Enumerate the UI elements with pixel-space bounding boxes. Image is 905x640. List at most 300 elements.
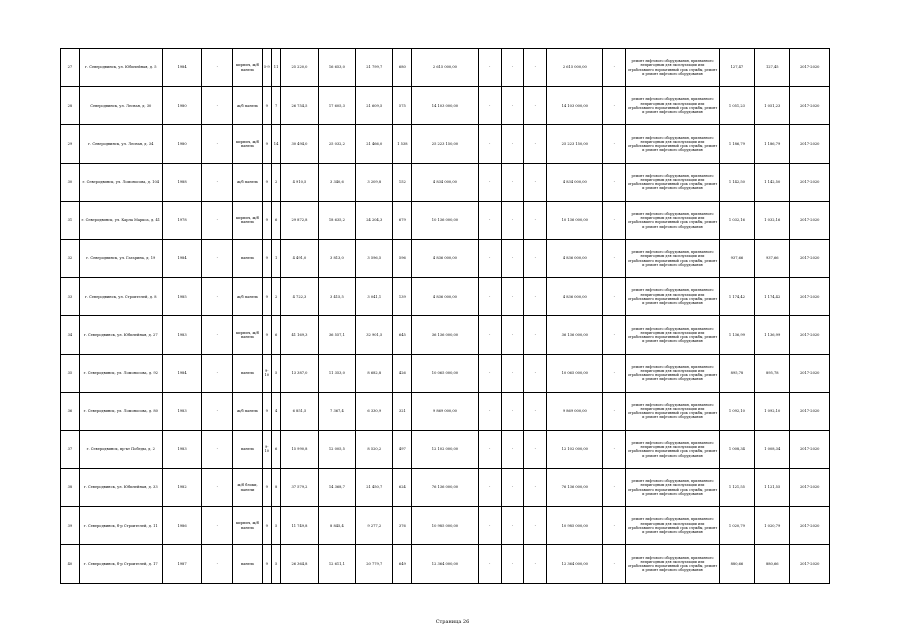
period-cell: 2017-2020 — [790, 545, 830, 583]
period-cell: 2017-2020 — [790, 278, 830, 316]
unit-cost-limit-cell: 880,66 — [755, 545, 790, 583]
table-row — [61, 545, 830, 583]
area-total-cell: 25 220,0 — [281, 49, 318, 87]
address-cell: г. Северодвинск, пр-кт Победы, д. 2 — [79, 430, 162, 468]
residents-cell: 152 — [393, 163, 412, 201]
area-residential-cell: 16 653,0 — [318, 49, 355, 87]
year-cell: 1986 — [162, 507, 201, 545]
work-description-cell: ремонт лифтового оборудования, признанного непригодным для эксплуатации или отработавшего нормативный срок службы, ремонт и ремонт лифтового оборудования — [626, 201, 720, 239]
dash-cell: - — [603, 545, 626, 583]
entrances-cell: 2 — [271, 163, 280, 201]
year-cell: 1978 — [162, 201, 201, 239]
dash-cell: - — [478, 278, 501, 316]
floors-cell: 9 — [262, 125, 271, 163]
material-cell: кирпич, ж/б панель — [233, 316, 262, 354]
entrances-cell: 1 — [271, 239, 280, 277]
period-cell: 2017-2020 — [790, 87, 830, 125]
dash-cell: - — [524, 354, 547, 392]
work-description-cell: ремонт лифтового оборудования, признанного непригодным для эксплуатации или отработавшего нормативный срок службы, ремонт и ремонт лифтового оборудования — [626, 469, 720, 507]
dash-cell: - — [202, 469, 233, 507]
table-row — [61, 163, 830, 201]
table-row — [61, 354, 830, 392]
area-living-cell: 6 330,9 — [356, 392, 393, 430]
material-cell: ж/б панель — [233, 278, 262, 316]
period-cell: 2017-2020 — [790, 316, 830, 354]
period-cell: 2017-2020 — [790, 430, 830, 468]
dash-cell: - — [603, 125, 626, 163]
floors-cell: 9 — [262, 201, 271, 239]
unit-cost-cell: 1 092,10 — [719, 392, 754, 430]
residents-cell: 596 — [393, 239, 412, 277]
area-residential-cell: 11 353,0 — [318, 354, 355, 392]
work-description-cell: ремонт лифтового оборудования, признанного непригодным для эксплуатации или отработавшего нормативный срок службы, ремонт и ремонт лифтового оборудования — [626, 278, 720, 316]
material-cell: панель — [233, 430, 262, 468]
area-living-cell: 8 682,8 — [356, 354, 393, 392]
table-row — [61, 125, 830, 163]
dash-cell: - — [501, 392, 524, 430]
floors-cell: 9-10 — [262, 354, 271, 392]
dash-cell: - — [202, 507, 233, 545]
entrances-cell: 2 — [271, 278, 280, 316]
entrances-cell: 7 — [271, 87, 280, 125]
dash-cell: - — [501, 239, 524, 277]
cost-total-cell: 12 364 000,00 — [412, 545, 479, 583]
cost-total-cell: 36 136 000,00 — [412, 316, 479, 354]
unit-cost-limit-cell: 895,78 — [755, 354, 790, 392]
dash-cell: - — [603, 49, 626, 87]
dash-cell: - — [501, 49, 524, 87]
floors-cell: 9 — [262, 163, 271, 201]
page-number: Страница 26 — [435, 619, 470, 625]
unit-cost-limit-cell: 937,66 — [755, 239, 790, 277]
cost-total-cell: 25 223 150,00 — [412, 125, 479, 163]
unit-cost-limit-cell: 1 092,10 — [755, 392, 790, 430]
dash-cell: - — [524, 430, 547, 468]
area-living-cell: 8 520,2 — [356, 430, 393, 468]
unit-cost-cell: 127,47 — [719, 49, 754, 87]
table-row — [61, 507, 830, 545]
unit-cost-limit-cell: 127,45 — [755, 49, 790, 87]
dash-cell: - — [524, 316, 547, 354]
area-residential-cell: 7 367,4 — [318, 392, 355, 430]
residents-cell: 497 — [393, 430, 412, 468]
cost-total-cell: 2 615 000,00 — [412, 49, 479, 87]
material-cell: панель — [233, 354, 262, 392]
unit-cost-cell: 1 051,23 — [719, 87, 754, 125]
area-residential-cell: 18 635,2 — [318, 201, 355, 239]
period-cell: 2017-2020 — [790, 507, 830, 545]
row-number: 38 — [61, 469, 80, 507]
cost-total-cell: 4 834 000,00 — [412, 163, 479, 201]
dash-cell: - — [202, 239, 233, 277]
unit-cost-cell: 880,66 — [719, 545, 754, 583]
residents-cell: 426 — [393, 354, 412, 392]
row-number: 36 — [61, 392, 80, 430]
dash-cell: - — [603, 469, 626, 507]
work-description-cell: ремонт лифтового оборудования, признанного непригодным для эксплуатации или отработавшего нормативный срок службы, ремонт и ремонт лифтового оборудования — [626, 49, 720, 87]
cost-total-cell: 4 836 000,00 — [412, 239, 479, 277]
area-residential-cell: 14 368,7 — [318, 469, 355, 507]
cost-total-cell: 10 136 000,00 — [412, 201, 479, 239]
address-cell: г. Северодвинск, ул. Ломоносова, д. 92 — [79, 354, 162, 392]
dash-cell: - — [603, 239, 626, 277]
unit-cost-limit-cell: 1 174,42 — [755, 278, 790, 316]
year-cell: 1987 — [162, 545, 201, 583]
period-cell: 2017-2020 — [790, 354, 830, 392]
dash-cell: - — [478, 545, 501, 583]
unit-cost-limit-cell: 1 008,34 — [755, 430, 790, 468]
unit-cost-limit-cell: 1 136,99 — [755, 316, 790, 354]
area-total-cell: 6 851,5 — [281, 392, 318, 430]
unit-cost-cell: 1 186,79 — [719, 125, 754, 163]
area-total-cell: 37 579,2 — [281, 469, 318, 507]
area-total-cell: 29 872,8 — [281, 201, 318, 239]
area-residential-cell: 3 415,5 — [318, 278, 355, 316]
work-description-cell: ремонт лифтового оборудования, признанного непригодным для эксплуатации или отработавшего нормативный срок службы, ремонт и ремонт лифтового оборудования — [626, 125, 720, 163]
address-cell: г. Северодвинск, ул. Ломоносова, д. 104 — [79, 163, 162, 201]
row-number: 27 — [61, 49, 80, 87]
year-cell: 1982 — [162, 469, 201, 507]
unit-cost-limit-cell: 1 121,55 — [755, 469, 790, 507]
table-row — [61, 316, 830, 354]
unit-cost-cell: 1 020,79 — [719, 507, 754, 545]
dash-cell: - — [478, 392, 501, 430]
material-cell: ж/б панель — [233, 163, 262, 201]
dash-cell: - — [478, 239, 501, 277]
unit-cost-cell: 1 032,16 — [719, 201, 754, 239]
dash-cell: - — [478, 507, 501, 545]
material-cell: панель — [233, 545, 262, 583]
period-cell: 2017-2020 — [790, 469, 830, 507]
address-cell: г. Северодвинск, ул. Строителей, д. 8 — [79, 278, 162, 316]
entrances-cell: 4 — [271, 392, 280, 430]
fund-cell: 4 834 000,00 — [547, 163, 603, 201]
dash-cell: - — [202, 87, 233, 125]
dash-cell: - — [478, 163, 501, 201]
row-number: 30 — [61, 163, 80, 201]
area-residential-cell: 8 845,4 — [318, 507, 355, 545]
table-body — [61, 49, 830, 584]
dash-cell: - — [524, 507, 547, 545]
dash-cell: - — [202, 316, 233, 354]
area-living-cell: 21 609,5 — [356, 87, 393, 125]
material-cell: кирпич, ж/б панель — [233, 507, 262, 545]
material-cell: кирпич, ж/б панель — [233, 49, 262, 87]
cost-total-cell: 10 985 000,00 — [412, 507, 479, 545]
work-description-cell: ремонт лифтового оборудования, признанного непригодным для эксплуатации или отработавшего нормативный срок службы, ремонт и ремонт лифтового оборудования — [626, 507, 720, 545]
table-row — [61, 87, 830, 125]
row-number: 35 — [61, 354, 80, 392]
material-cell: ж/б панель — [233, 87, 262, 125]
area-total-cell: 26 364,8 — [281, 545, 318, 583]
table-row — [61, 239, 830, 277]
floors-cell: 9 — [262, 469, 271, 507]
cost-total-cell: 12 102 000,00 — [412, 430, 479, 468]
material-cell: ж/б блоки, панели — [233, 469, 262, 507]
dash-cell: - — [501, 125, 524, 163]
area-total-cell: 11 749,8 — [281, 507, 318, 545]
work-description-cell: ремонт лифтового оборудования, признанного непригодным для эксплуатации или отработавшего нормативный срок службы, ремонт и ремонт лифтового оборудования — [626, 430, 720, 468]
dash-cell: - — [501, 316, 524, 354]
area-total-cell: 30 494,0 — [281, 125, 318, 163]
dash-cell: - — [202, 354, 233, 392]
work-description-cell: ремонт лифтового оборудования, признанного непригодным для эксплуатации или отработавшего нормативный срок службы, ремонт и ремонт лифтового оборудования — [626, 545, 720, 583]
cost-total-cell: 9 869 000,00 — [412, 392, 479, 430]
area-residential-cell: 12 611,1 — [318, 545, 355, 583]
unit-cost-limit-cell: 1 032,16 — [755, 201, 790, 239]
entrances-cell: 5 — [271, 507, 280, 545]
unit-cost-cell: 1 174,42 — [719, 278, 754, 316]
dash-cell: - — [524, 278, 547, 316]
fund-cell: 9 869 000,00 — [547, 392, 603, 430]
dash-cell: - — [524, 125, 547, 163]
dash-cell: - — [202, 545, 233, 583]
table-row — [61, 278, 830, 316]
dash-cell: - — [603, 278, 626, 316]
address-cell: г. Северодвинск, б-р Строителей, д. 17 — [79, 545, 162, 583]
year-cell: 1984 — [162, 239, 201, 277]
floors-cell: 9 — [262, 316, 271, 354]
area-total-cell: 4 910,5 — [281, 163, 318, 201]
area-living-cell: 9 277,2 — [356, 507, 393, 545]
year-cell: 1983 — [162, 392, 201, 430]
year-cell: 1988 — [162, 163, 201, 201]
area-residential-cell: 3 813,0 — [318, 239, 355, 277]
entrances-cell: 6 — [271, 430, 280, 468]
entrances-cell: 6 — [271, 316, 280, 354]
period-cell: 2017-2020 — [790, 201, 830, 239]
fund-cell: 10 985 000,00 — [547, 507, 603, 545]
address-cell: г. Северодвинск, ул. Лесная, д. 34 — [79, 125, 162, 163]
area-residential-cell: 36 557,1 — [318, 316, 355, 354]
work-description-cell: ремонт лифтового оборудования, признанного непригодным для эксплуатации или отработавшего нормативный срок службы, ремонт и ремонт лифтового оборудования — [626, 163, 720, 201]
fund-cell: 4 836 000,00 — [547, 239, 603, 277]
unit-cost-limit-cell: 1 020,79 — [755, 507, 790, 545]
area-total-cell: 41 169,3 — [281, 316, 318, 354]
dash-cell: - — [478, 430, 501, 468]
dash-cell: - — [603, 316, 626, 354]
address-cell: г. Северодвинск, ул. Юбилейная, д. 27 — [79, 316, 162, 354]
year-cell: 1984 — [162, 49, 201, 87]
area-living-cell: 20 779,7 — [356, 545, 393, 583]
dash-cell: - — [202, 163, 233, 201]
fund-cell: 10 136 000,00 — [547, 201, 603, 239]
table-row — [61, 430, 830, 468]
entrances-cell: 6 — [271, 201, 280, 239]
year-cell: 1980 — [162, 87, 201, 125]
material-cell: кирпич, ж/б панель — [233, 201, 262, 239]
dash-cell: - — [202, 201, 233, 239]
row-number: 33 — [61, 278, 80, 316]
area-living-cell: 21 450,7 — [356, 469, 393, 507]
entrances-cell: 5 — [271, 545, 280, 583]
address-cell: г. Северодвинск, б-р Строителей, д. 11 — [79, 507, 162, 545]
unit-cost-cell: 1 142,50 — [719, 163, 754, 201]
dash-cell: - — [501, 430, 524, 468]
area-residential-cell: 3 340,6 — [318, 163, 355, 201]
entrances-cell: 14 — [271, 125, 280, 163]
row-number: 39 — [61, 507, 80, 545]
dash-cell: - — [478, 87, 501, 125]
table-row — [61, 201, 830, 239]
dash-cell: - — [524, 163, 547, 201]
address-cell: г. Северодвинск, ул. Гагарина, д. 19 — [79, 239, 162, 277]
cost-total-cell: 4 836 000,00 — [412, 278, 479, 316]
work-description-cell: ремонт лифтового оборудования, признанного непригодным для эксплуатации или отработавшего нормативный срок службы, ремонт и ремонт лифтового оборудования — [626, 87, 720, 125]
area-living-cell: 21 799,7 — [356, 49, 393, 87]
address-cell: г. Северодвинск, ул. Юбилейная, д. 5 — [79, 49, 162, 87]
area-residential-cell: 12 005,5 — [318, 430, 355, 468]
dash-cell: - — [202, 278, 233, 316]
dash-cell: - — [202, 430, 233, 468]
dash-cell: - — [603, 87, 626, 125]
table-row — [61, 49, 830, 87]
area-total-cell: 4 722,3 — [281, 278, 318, 316]
dash-cell: - — [501, 507, 524, 545]
year-cell: 1984 — [162, 354, 201, 392]
row-number: 40 — [61, 545, 80, 583]
dash-cell: - — [603, 163, 626, 201]
period-cell: 2017-2020 — [790, 392, 830, 430]
area-living-cell: 21 466,0 — [356, 125, 393, 163]
floors-cell: 9 — [262, 239, 271, 277]
dash-cell: - — [501, 163, 524, 201]
dash-cell: - — [524, 469, 547, 507]
area-living-cell: 3 209,8 — [356, 163, 393, 201]
row-number: 37 — [61, 430, 80, 468]
material-cell: ж/б панель — [233, 392, 262, 430]
dash-cell: - — [478, 201, 501, 239]
area-total-cell: 4 491,0 — [281, 239, 318, 277]
dash-cell: - — [202, 392, 233, 430]
residents-cell: 575 — [393, 87, 412, 125]
fund-cell: 4 836 000,00 — [547, 278, 603, 316]
period-cell: 2017-2020 — [790, 125, 830, 163]
dash-cell: - — [501, 278, 524, 316]
table-row — [61, 392, 830, 430]
area-residential-cell: 17 605,3 — [318, 87, 355, 125]
dash-cell: - — [524, 392, 547, 430]
unit-cost-cell: 937,66 — [719, 239, 754, 277]
table-row — [61, 469, 830, 507]
fund-cell: 2 615 000,00 — [547, 49, 603, 87]
address-cell: г. Северодвинск, ул. Юбилейная, д. 33 — [79, 469, 162, 507]
residents-cell: 645 — [393, 316, 412, 354]
material-cell: кирпич, ж/б панель — [233, 125, 262, 163]
residents-cell: 139 — [393, 278, 412, 316]
dash-cell: - — [524, 87, 547, 125]
dash-cell: - — [478, 316, 501, 354]
dash-cell: - — [524, 49, 547, 87]
dash-cell: - — [501, 354, 524, 392]
residents-cell: 679 — [393, 201, 412, 239]
data-table — [60, 48, 830, 584]
entrances-cell: 11 — [271, 49, 280, 87]
fund-cell: 25 223 150,00 — [547, 125, 603, 163]
row-number: 32 — [61, 239, 80, 277]
row-number: 31 — [61, 201, 80, 239]
unit-cost-cell: 895,78 — [719, 354, 754, 392]
residents-cell: 1 538 — [393, 125, 412, 163]
dash-cell: - — [603, 507, 626, 545]
unit-cost-cell: 1 136,99 — [719, 316, 754, 354]
residents-cell: 624 — [393, 469, 412, 507]
dash-cell: - — [603, 392, 626, 430]
dash-cell: - — [524, 545, 547, 583]
year-cell: 1983 — [162, 316, 201, 354]
residents-cell: 649 — [393, 545, 412, 583]
dash-cell: - — [478, 354, 501, 392]
fund-cell: 36 136 000,00 — [547, 316, 603, 354]
area-total-cell: 26 754,5 — [281, 87, 318, 125]
year-cell: 1985 — [162, 278, 201, 316]
period-cell: 2017-2020 — [790, 49, 830, 87]
area-living-cell: 32 901,5 — [356, 316, 393, 354]
dash-cell: - — [478, 49, 501, 87]
unit-cost-limit-cell: 1 051,23 — [755, 87, 790, 125]
dash-cell: - — [478, 125, 501, 163]
cost-total-cell: 10 065 000,00 — [412, 354, 479, 392]
cost-total-cell: 76 136 000,00 — [412, 469, 479, 507]
area-residential-cell: 25 032,2 — [318, 125, 355, 163]
cost-total-cell: 14 103 000,00 — [412, 87, 479, 125]
dash-cell: - — [202, 125, 233, 163]
period-cell: 2017-2020 — [790, 239, 830, 277]
residents-cell: 376 — [393, 507, 412, 545]
dash-cell: - — [478, 469, 501, 507]
dash-cell: - — [603, 201, 626, 239]
year-cell: 1983 — [162, 430, 201, 468]
dash-cell: - — [501, 201, 524, 239]
fund-cell: 10 065 000,00 — [547, 354, 603, 392]
area-total-cell: 13 387,0 — [281, 354, 318, 392]
address-cell: г. Северодвинск, ул. Карла Маркса, д. 41 — [79, 201, 162, 239]
fund-cell: 76 136 000,00 — [547, 469, 603, 507]
dash-cell: - — [501, 469, 524, 507]
dash-cell: - — [603, 354, 626, 392]
floors-cell: 9 — [262, 507, 271, 545]
dash-cell: - — [603, 430, 626, 468]
area-total-cell: 15 990,8 — [281, 430, 318, 468]
floors-cell: 9 — [262, 392, 271, 430]
work-description-cell: ремонт лифтового оборудования, признанного непригодным для эксплуатации или отработавшего нормативный срок службы, ремонт и ремонт лифтового оборудования — [626, 354, 720, 392]
period-cell: 2017-2020 — [790, 163, 830, 201]
row-number: 34 — [61, 316, 80, 354]
floors-cell: 9 — [262, 545, 271, 583]
unit-cost-limit-cell: 1 186,79 — [755, 125, 790, 163]
work-description-cell: ремонт лифтового оборудования, признанного непригодным для эксплуатации или отработавшего нормативный срок службы, ремонт и ремонт лифтового оборудования — [626, 239, 720, 277]
area-living-cell: 24 204,3 — [356, 201, 393, 239]
fund-cell: 12 364 000,00 — [547, 545, 603, 583]
dash-cell: - — [501, 545, 524, 583]
fund-cell: 14 103 000,00 — [547, 87, 603, 125]
residents-cell: 321 — [393, 392, 412, 430]
material-cell: панель — [233, 239, 262, 277]
floors-cell: 9 — [262, 278, 271, 316]
work-description-cell: ремонт лифтового оборудования, признанного непригодным для эксплуатации или отработавшего нормативный срок службы, ремонт и ремонт лифтового оборудования — [626, 392, 720, 430]
unit-cost-limit-cell: 1 142,50 — [755, 163, 790, 201]
address-cell: Северодвинск, ул. Лесная, д. 30 — [79, 87, 162, 125]
address-cell: г. Северодвинск, ул. Ломоносова, д. 80 — [79, 392, 162, 430]
dash-cell: - — [202, 49, 233, 87]
dash-cell: - — [524, 239, 547, 277]
floors-cell: 5-9 — [262, 49, 271, 87]
year-cell: 1980 — [162, 125, 201, 163]
row-number: 28 — [61, 87, 80, 125]
unit-cost-cell: 1 008,34 — [719, 430, 754, 468]
floors-cell: 9 — [262, 87, 271, 125]
fund-cell: 12 102 000,00 — [547, 430, 603, 468]
